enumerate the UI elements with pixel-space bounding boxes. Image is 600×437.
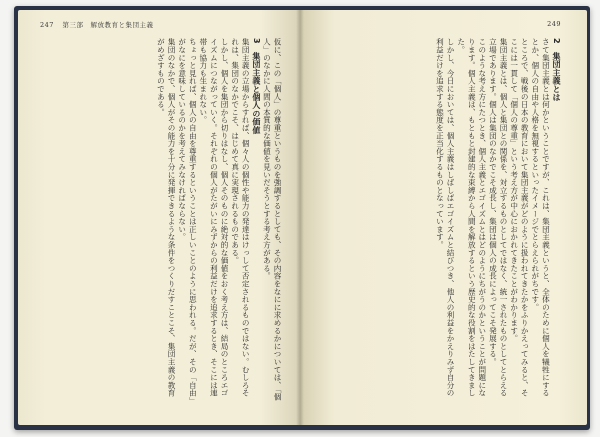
right-paragraph: しかし、今日においては、個人主義はしばしばエゴイズムと結びつき、他人の利益をかえりみず自分の利益だけを追求する態度を正当化するものとなっています。: [435, 38, 456, 397]
left-body-text: [78, 38, 282, 401]
right-paragraph: さて集団主義とは何かということですが、これは、集団主義というと、全体のために個人を犠牲にするとか、個人の自由や人格を無視するといったイメージでとらえられがちです。: [530, 38, 551, 397]
left-running-head: [40, 20, 154, 29]
left-page-number: 247: [40, 21, 54, 29]
right-section-number: 2: [552, 38, 561, 44]
left-paragraph: ちょっと見れば、個人の自由を尊重するということは正しいことのように思われる。だが、その「自由」がなにを意味しているのかを考えてみなければならない。: [177, 38, 198, 401]
right-page: [300, 10, 587, 425]
left-paragraph: 集団のなかで、個人がその能力を十分に発揮できるような条件をつくりだすことこそ、集団主義の教育がめざすものである。: [156, 38, 177, 397]
book-gutter: [296, 10, 304, 425]
right-paragraph: 集団主義とは、個人と集団との関係を、対立するものとしてではなく、統一されたものとしてとらえる立場であります。個人は集団のなかでこそ成長し、集団は個人の成長によってこそ発展する。: [488, 38, 509, 397]
left-paragraph: 仮に、この「個人」の尊重というものを強調するとしても、その内容をなにに求めるかについては、「個人」のなかに人間の本質的な価値を見いだそうとする考え方がある。: [262, 38, 282, 401]
right-section-heading: [552, 38, 561, 101]
left-page: [18, 10, 300, 425]
right-running-head: [547, 20, 561, 28]
left-paragraph: しかし、個人を集団から切りはなし、個人そのものに絶対的な価値をおく考え方は、結局のところエゴイズムにつながっていく。それぞれの個人がたがいにみずからの利益だけを追求するとき、そこには連帯も協力も生まれない。: [198, 38, 230, 397]
right-page-number: 249: [547, 20, 561, 28]
right-paragraph: このような考え方にたつとき、個人主義とエゴイズムとはどのようにちがうのかということが問題になります。個人主義は、もともと封建的な束縛から人間を解放するという歴史的な役割をはたしてきました。: [456, 38, 487, 397]
left-section-number: 3: [251, 38, 261, 44]
right-paragraph: ところで、戦後の日本の教育において集団主義がどのように扱われてきたかをふりかえってみると、そこには一貫して「個人の尊重」という考え方が中心におかれてきたことがわかります。: [509, 38, 530, 397]
right-section-title: 集団主義とは: [552, 51, 561, 102]
left-section-title: 集団主義と個人の価値: [251, 51, 261, 134]
left-section-heading: [252, 38, 261, 134]
right-body-text: [354, 38, 561, 401]
left-paragraph: 集団主義の立場からすれば、個々人の個性や能力の発達はけっして否定されるものではない。むしろそれは、集団のなかでこそ、はじめて真に実現されるものである。: [230, 38, 251, 397]
left-chapter-title: 第三部 解放教育と集団主義: [62, 21, 154, 29]
